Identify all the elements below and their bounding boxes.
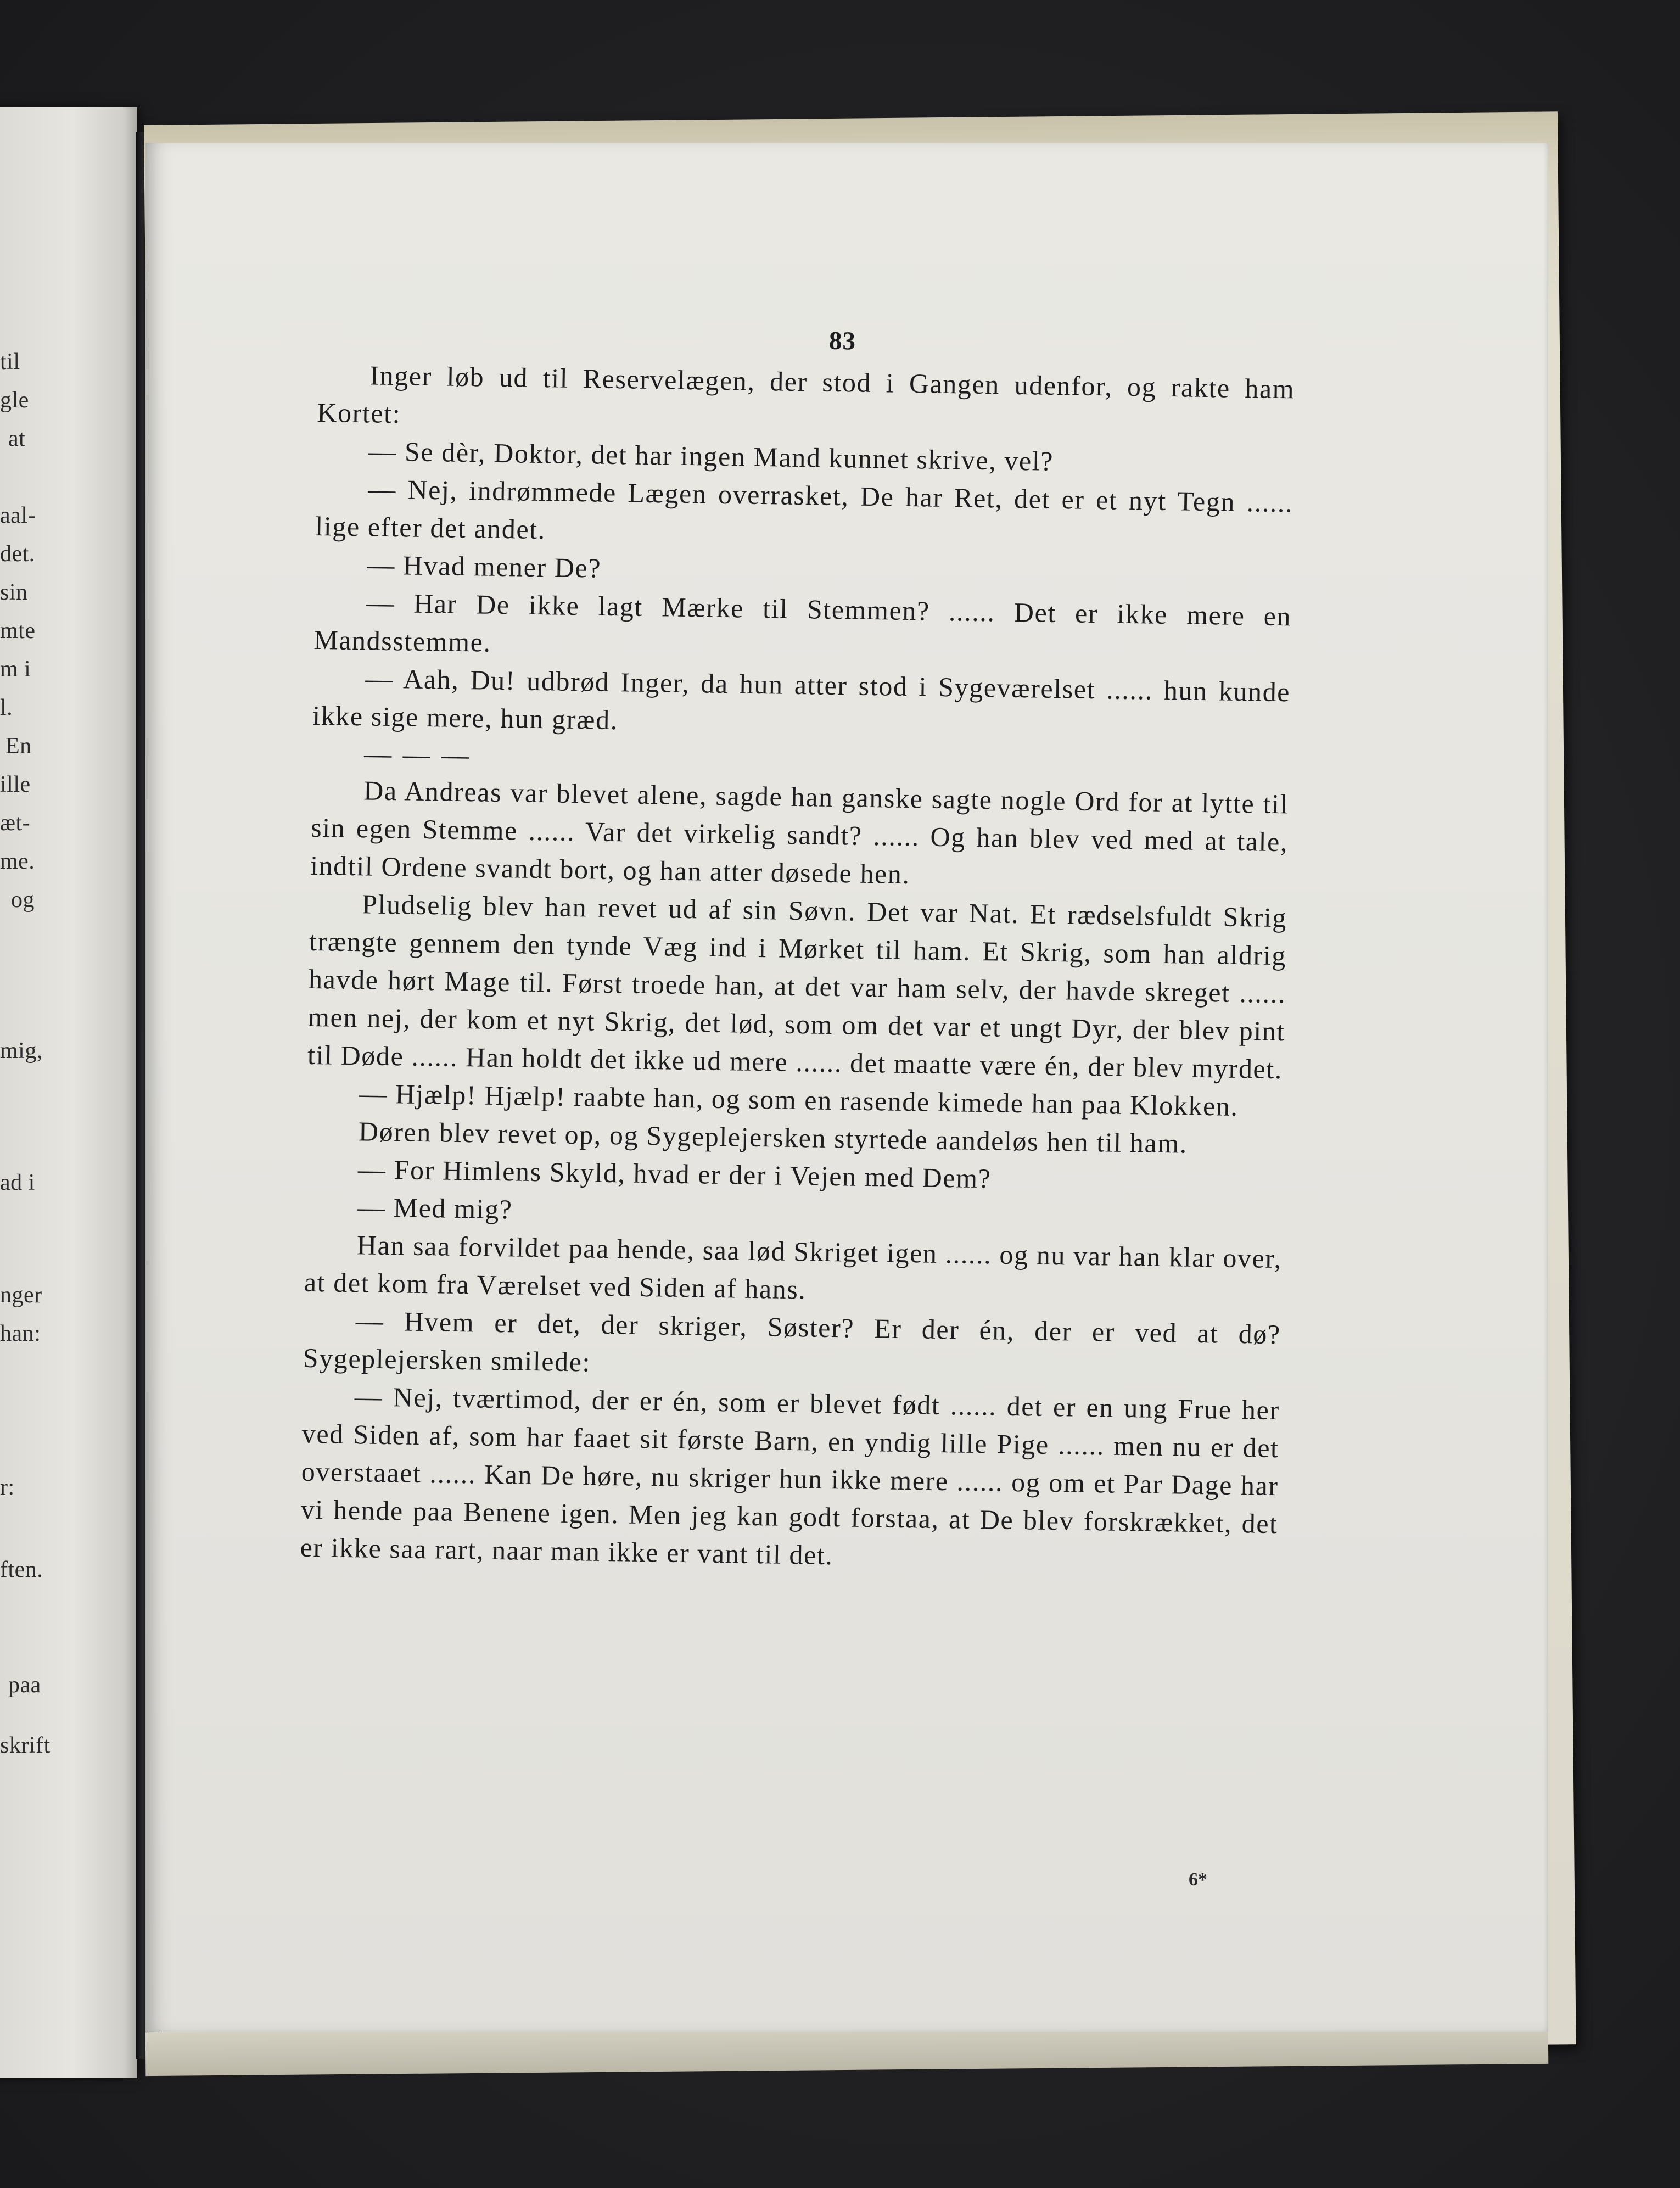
page-text-block (300, 318, 1296, 1581)
paragraph: — Aah, Du! udbrød Inger, da hun atter stod i Sygeværelset ...... hun kunde ikke sige mere, hun græd. (312, 663, 1291, 736)
fragment: skrift (0, 1733, 51, 1758)
fragment: aal- (0, 503, 36, 528)
fragment: m i (0, 657, 31, 682)
signature-mark: 6* (1189, 1870, 1207, 1890)
paragraph: Pludselig blev han revet ud af sin Søvn. Det var Nat. Et rædselsfuldt Skrig trængte gennem den tynde Væg ind i Mørket til ham. Et Skrig, som han aldrig havde hørt Mage til. Først troede han, at det var ham selv, der havde skreget ...... men nej, der kom et nyt Skrig, det lød, som om det var et ungt Dyr, der blev pint til Døde ...... Han holdt det ikke ud mere ...... det maatte være én, der blev myrdet. (307, 888, 1287, 1085)
previous-page (0, 107, 137, 2078)
fragment: til (0, 349, 20, 374)
paragraph: — For Himlens Skyld, hvad er der i Vejen med Dem? (357, 1154, 992, 1194)
paragraph: — Nej, tværtimod, der er én, som er blevet født ...... det er en ung Frue her ved Siden af, som har faaet sit første Barn, en yndig lille Pige ...... men nu er det overstaaet ...... Kan De høre, nu skriger hun ikke mere ...... og om et Par Dage har vi hende paa Benene igen. Men jeg kan godt forstaa, at De blev forskrækket, det er ikke saa rart, naar man ikke er vant til det. (300, 1381, 1280, 1571)
fragment: ften. (0, 1557, 43, 1582)
fragment: En (5, 734, 32, 759)
fragment: det. (0, 541, 35, 567)
fragment: mte (0, 618, 36, 643)
paragraph: — Hjælp! Hjælp! raabte han, og som en rasende kimede han paa Klokken. (359, 1078, 1239, 1122)
fragment: ad i (0, 1170, 35, 1195)
paragraph: Han saa forvildet paa hende, saa lød Skriget igen ...... og nu var han klar over, at det kom fra Værelset ved Siden af hans. (304, 1229, 1283, 1305)
page-number: 83 (828, 326, 856, 356)
fragment: og (11, 887, 35, 913)
paragraph: — Se dèr, Doktor, det har ingen Mand kunnet skrive, vel? (368, 435, 1054, 477)
fragment: sin (0, 580, 28, 605)
paragraph: — Hvad mener De? (366, 549, 602, 584)
fragment: paa (8, 1672, 41, 1698)
fragment: mig, (0, 1038, 43, 1064)
section-separator: — — — (363, 738, 472, 771)
paragraph: — Hvem er det, der skriger, Søster? Er der én, der er ved at dø? Sygeplejersken smilede: (303, 1305, 1281, 1378)
fragment: æt- (0, 810, 31, 836)
fragment: han: (0, 1321, 41, 1346)
paragraph: — Med mig? (357, 1191, 513, 1225)
fragment: gle (0, 388, 29, 413)
fragment: l. (0, 695, 13, 720)
fragment: nger (0, 1283, 42, 1308)
fragment: me. (0, 849, 35, 874)
paragraph: — Har De ikke lagt Mærke til Stemmen? ...... Det er ikke mere en Mandsstemme. (313, 587, 1292, 658)
paragraph: Døren blev revet op, og Sygeplejersken styrtede aandeløs hen til ham. (358, 1116, 1188, 1159)
paragraph: — Nej, indrømmede Lægen overrasket, De har Ret, det er et nyt Tegn ...... lige efter det andet. (315, 473, 1293, 545)
fragment: r: (0, 1475, 15, 1500)
fragment: at (8, 426, 26, 451)
fragment: ille (0, 772, 31, 797)
paragraph: Da Andreas var blevet alene, sagde han ganske sagte nogle Ord for at lytte til sin egen Stemme ...... Var det virkelig sandt? ...... Og han blev ved med at tale, indtil Ordene svandt bort, og han atter døsede hen. (310, 775, 1289, 890)
previous-page-text (0, 107, 137, 2078)
paragraph: Inger løb ud til Reservelægen, der stod i Gangen udenfor, og rakte ham Kortet: (317, 360, 1295, 429)
